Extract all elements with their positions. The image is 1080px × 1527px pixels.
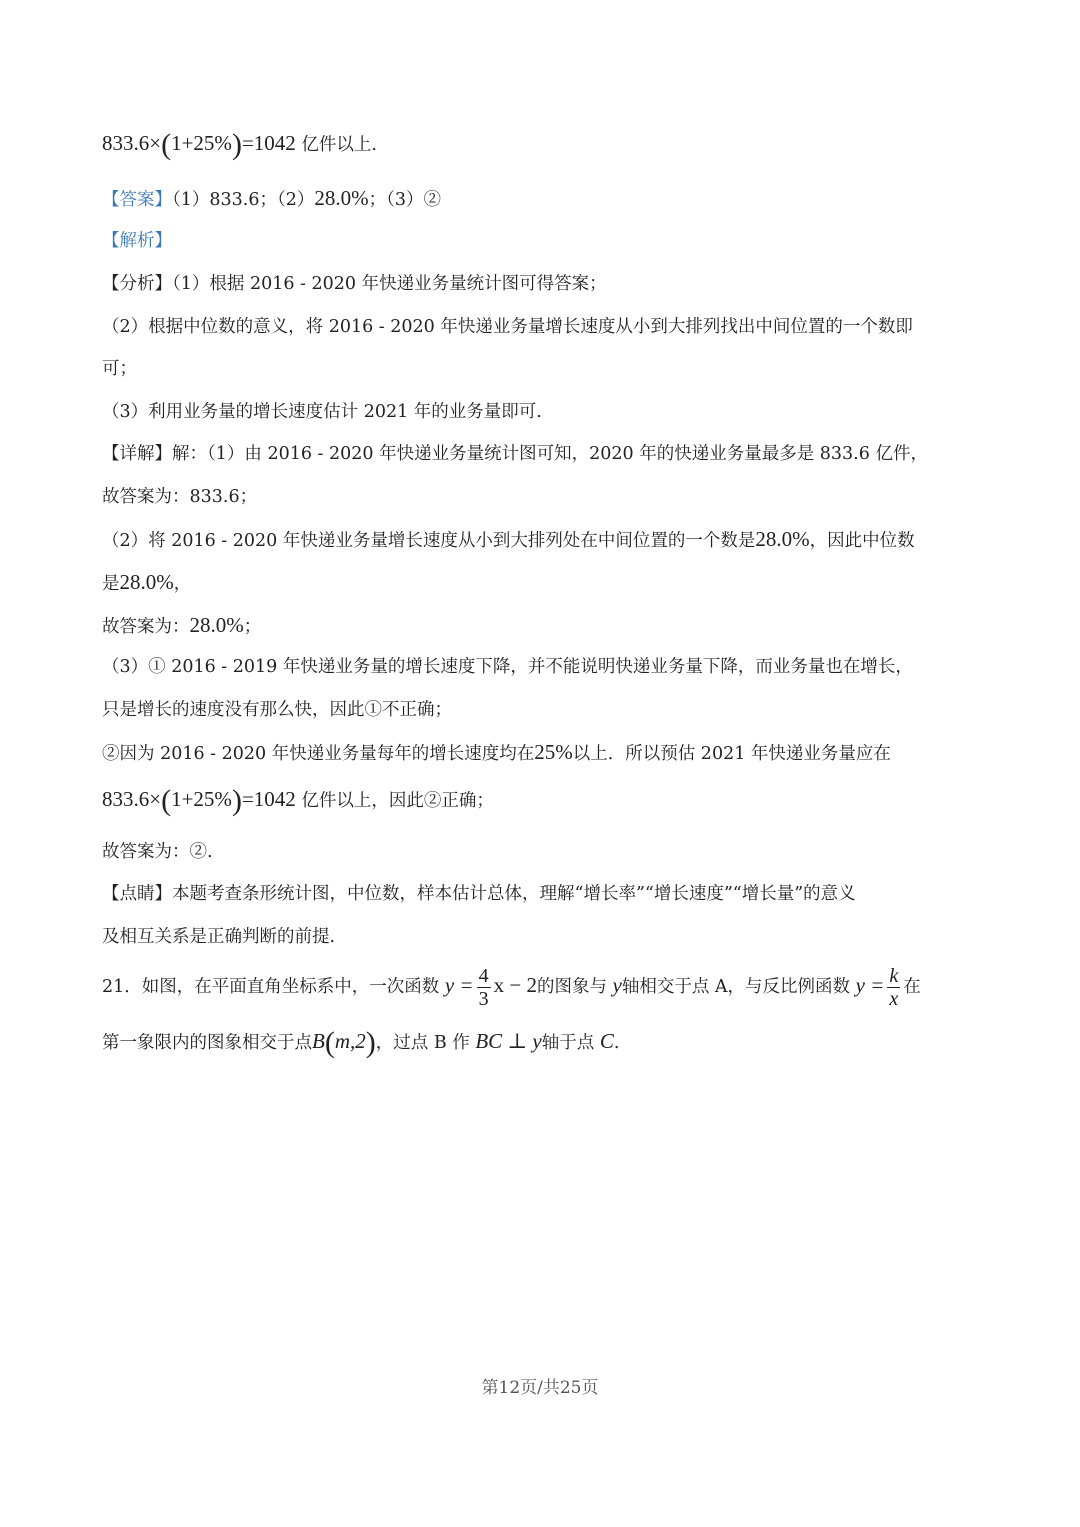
q21-text-h: . bbox=[613, 1033, 620, 1053]
page-footer: 第12页/共25页 bbox=[481, 1378, 599, 1398]
xiangjie-line-4-a: 是 bbox=[102, 574, 120, 594]
xiangjie-line-7: 只是增长的速度没有那么快，因此①不正确； bbox=[102, 700, 452, 720]
formula-result: =1042 bbox=[241, 131, 296, 155]
paren-right-2: ) bbox=[231, 784, 242, 817]
frac1-numerator: 4 bbox=[478, 965, 489, 987]
result-formula-line bbox=[102, 128, 377, 161]
fraction-4-3 bbox=[477, 965, 491, 1010]
formula-inner: 1+25% bbox=[171, 131, 232, 155]
q21-text-g: 轴于点 bbox=[541, 1033, 595, 1053]
point-b: B bbox=[312, 1029, 325, 1053]
paren-right-3: ) bbox=[365, 1026, 376, 1059]
paren-left-2: ( bbox=[161, 784, 172, 817]
fenxi-line-1 bbox=[102, 271, 607, 297]
median-value: 28.0% bbox=[755, 527, 810, 551]
formula-result-2: =1042 bbox=[241, 787, 296, 811]
dianjing-line-2: 及相互关系是正确判断的前提. bbox=[102, 927, 336, 947]
xiangjie-line-3 bbox=[102, 526, 915, 554]
xiangjie-line-5 bbox=[102, 612, 261, 640]
question-21-line-2 bbox=[102, 1026, 620, 1059]
xiangjie-tag: 【详解】 bbox=[102, 444, 172, 464]
xiangjie-line-5-b: ； bbox=[243, 617, 262, 637]
bc-perp-y: BC ⊥ y bbox=[475, 1029, 542, 1053]
answer-part3: ；（3）② bbox=[368, 190, 442, 210]
xiangjie-line-5-a: 故答案为： bbox=[102, 617, 190, 637]
q21-text-b: 的图象与 bbox=[536, 977, 607, 997]
formula-text-2: 亿件以上，因此②正确； bbox=[295, 791, 494, 811]
answer-tag: 【答案】 bbox=[102, 190, 172, 210]
analysis-tag: 【解析】 bbox=[102, 231, 172, 251]
frac1-denominator: 3 bbox=[478, 988, 489, 1010]
frac2-denominator: x bbox=[889, 988, 899, 1010]
fenxi-text-1: （1）根据 2016 - 2020 年快递业务量统计图可得答案； bbox=[172, 274, 607, 294]
xiangjie-line-4-b: ， bbox=[173, 574, 192, 594]
point-b-args: m,2 bbox=[334, 1029, 366, 1053]
xiangjie-line-3-a: （2）将 2016 - 2020 年快递业务量增长速度从小到大排列处在中间位置的一个数是 bbox=[102, 531, 756, 551]
xiangjie-line-8-a: ②因为 2016 - 2020 年快递业务量每年的增长速度均在 bbox=[102, 744, 535, 764]
question-21-line-1 bbox=[102, 960, 921, 1012]
answer-value2: 28.0% bbox=[314, 186, 369, 210]
xiangjie-line-6: （3）① 2016 - 2019 年快递业务量的增长速度下降，并不能说明快递业务量下降，而业务量也在增长， bbox=[102, 657, 913, 677]
q21-y-eq-1: y = bbox=[444, 973, 474, 997]
dianjing-text-1: 本题考查条形统计图，中位数，样本估计总体，理解“增长率”“增长速度”“增长量”的意义 bbox=[172, 884, 856, 904]
formula-base: 833.6× bbox=[102, 131, 162, 155]
fenxi-line-2: （2）根据中位数的意义，将 2016 - 2020 年快递业务量增长速度从小到大排列找出中间位置的一个数即 bbox=[102, 317, 913, 337]
fenxi-line-3: 可； bbox=[102, 359, 137, 379]
q21-text-a: 21．如图，在平面直角坐标系中，一次函数 bbox=[102, 977, 440, 997]
q21-text-d: 在 bbox=[903, 977, 921, 997]
answer-line bbox=[102, 185, 441, 213]
q21-linear-rest: x − 2 bbox=[493, 973, 537, 997]
paren-left-3: ( bbox=[324, 1026, 335, 1059]
xiangjie-line-8 bbox=[102, 739, 891, 767]
xiangjie-line-2: 故答案为：833.6； bbox=[102, 487, 258, 507]
xiangjie-line-10: 故答案为：②. bbox=[102, 842, 213, 862]
median-value-2: 28.0% bbox=[119, 570, 174, 594]
xiangjie-line-4 bbox=[102, 569, 191, 597]
q21-y-axis: y bbox=[612, 973, 622, 997]
formula-inner-2: 1+25% bbox=[171, 787, 232, 811]
xiangjie-line-1 bbox=[102, 441, 928, 467]
q21-text-e: 第一象限内的图象相交于点 bbox=[102, 1033, 312, 1053]
answer-part1: （1）833.6；（2） bbox=[172, 190, 315, 210]
xiangjie-line-9 bbox=[102, 784, 494, 817]
xiangjie-line-8-b: 以上．所以预估 2021 年快递业务量应在 bbox=[572, 744, 891, 764]
paren-right: ) bbox=[231, 128, 242, 161]
xiangjie-text-1: 解：（1）由 2016 - 2020 年快递业务量统计图可知，2020 年的快递业务量最多是 833.6 亿件， bbox=[172, 444, 928, 464]
fenxi-line-4: （3）利用业务量的增长速度估计 2021 年的业务量即可. bbox=[102, 402, 542, 422]
growth-rate-value: 25% bbox=[534, 740, 573, 764]
paren-left: ( bbox=[161, 128, 172, 161]
xiangjie-line-3-b: ，因此中位数 bbox=[809, 531, 915, 551]
fenxi-tag: 【分析】 bbox=[102, 274, 172, 294]
formula-base-2: 833.6× bbox=[102, 787, 162, 811]
formula-text: 亿件以上. bbox=[295, 135, 377, 155]
dianjing-tag: 【点睛】 bbox=[102, 884, 172, 904]
frac2-numerator: k bbox=[889, 965, 899, 987]
dianjing-line-1 bbox=[102, 881, 856, 907]
q21-text-f: ，过点 B 作 bbox=[375, 1033, 470, 1053]
median-value-3: 28.0% bbox=[189, 613, 244, 637]
q21-text-c: 轴相交于点 A，与反比例函数 bbox=[621, 977, 851, 997]
fraction-k-x bbox=[887, 965, 900, 1010]
point-c: C bbox=[599, 1029, 614, 1053]
q21-y-eq-2: y = bbox=[855, 973, 885, 997]
